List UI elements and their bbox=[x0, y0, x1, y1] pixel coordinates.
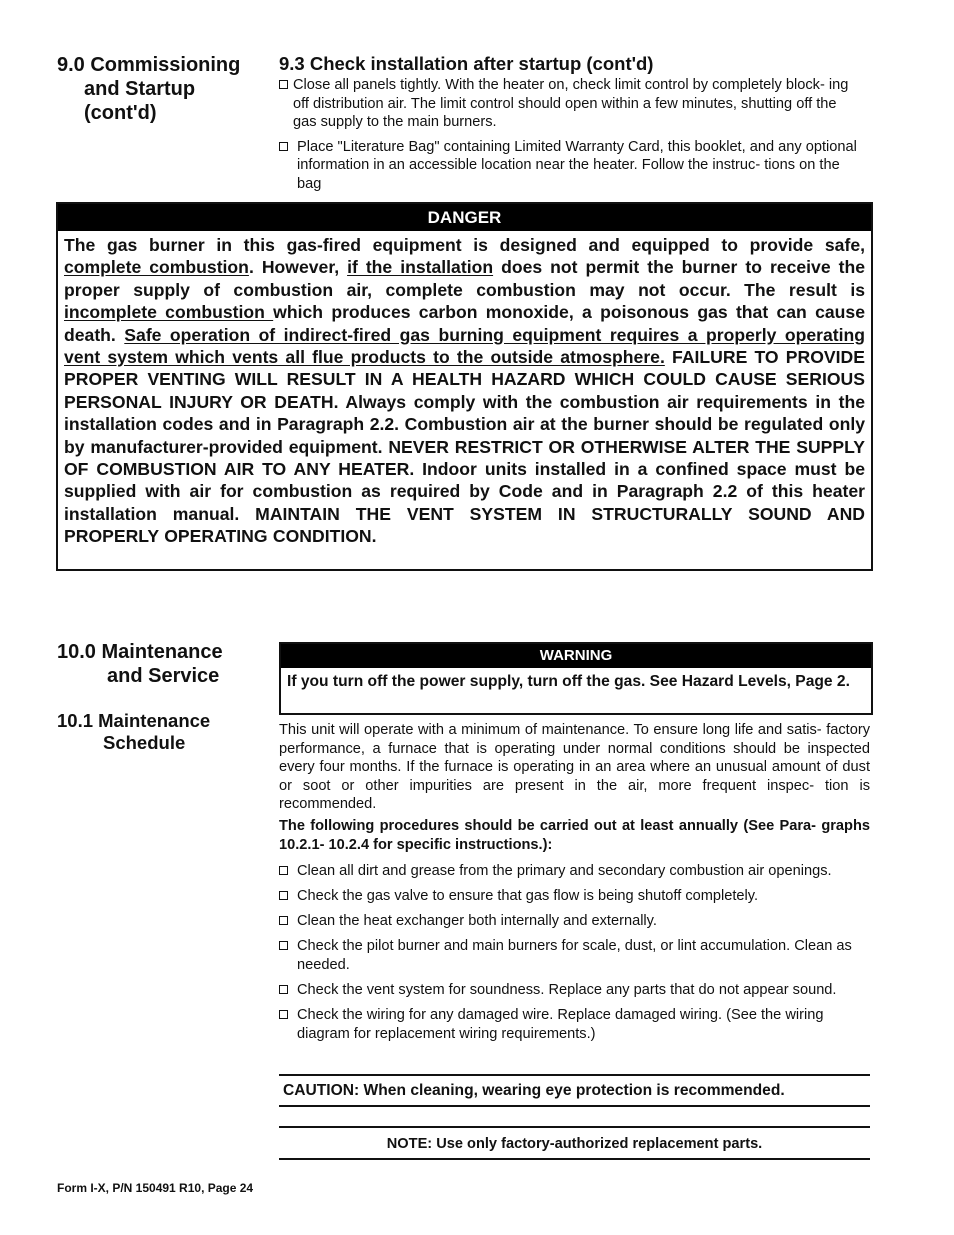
section-9-heading-line-1: 9.0 Commissioning bbox=[57, 54, 241, 76]
checklist-item-text: Clean all dirt and grease from the primary and secondary combustion air openings. bbox=[297, 863, 832, 879]
checkbox-icon bbox=[279, 916, 288, 925]
checklist-item bbox=[279, 981, 870, 1000]
danger-emphasis: if the installation bbox=[347, 257, 494, 278]
maintenance-checklist bbox=[279, 862, 870, 1050]
checklist-item-text: Clean the heat exchanger both internally and externally. bbox=[297, 913, 657, 930]
danger-text-run: The gas burner in this gas-fired equipment is designed and equipped to provide safe, bbox=[64, 235, 865, 255]
checkbox-icon bbox=[279, 985, 288, 994]
checklist-item-text: Check the pilot burner and main burners for scale, dust, or lint accumulation. Clean as needed. bbox=[297, 938, 852, 973]
checklist-item bbox=[279, 1006, 870, 1043]
warning-label: WARNING bbox=[281, 644, 871, 668]
checkbox-icon bbox=[279, 80, 288, 89]
checklist-item-text: Check the wiring for any damaged wire. Replace damaged wiring. (See the wiring diagram for replacement wiring requirements.) bbox=[297, 1007, 824, 1042]
caution-box bbox=[279, 1074, 870, 1107]
section-9-3-title: 9.3 Check installation after startup (cont'd) bbox=[279, 53, 654, 74]
section-10-1-heading-line-1: 10.1 Maintenance bbox=[57, 710, 211, 731]
maintenance-intro: This unit will operate with a minimum of maintenance. To ensure long life and satis- factory performance, a furnace that is operating under normal conditions should be inspected every four months. If the furnace is operating in an area where an unusual amount of dust or soot or other impurities are present in the air, more frequent inspec- tion is recommended. bbox=[279, 722, 870, 813]
page-footer: Form I-X, P/N 150491 R10, Page 24 bbox=[57, 1181, 254, 1195]
section-9-heading-line-3: (cont'd) bbox=[84, 102, 157, 124]
annual-procedures-note: The following procedures should be carried out at least annually (See Para- graphs 10.2.1- 10.2.4 for specific instructions.): bbox=[279, 818, 870, 853]
checklist-item bbox=[279, 138, 863, 194]
checklist-item bbox=[279, 862, 870, 881]
warning-text: If you turn off the power supply, turn off the gas. See Hazard Levels, Page 2. bbox=[287, 673, 850, 690]
danger-text bbox=[58, 231, 871, 548]
checkbox-icon bbox=[279, 891, 288, 900]
checklist-item-text: Close all panels tightly. With the heater on, check limit control by completely block- ing off distribution air. The limit control should open within a few minutes, shutting off the gas supply to the main burners. bbox=[293, 77, 849, 131]
danger-label: DANGER bbox=[58, 204, 871, 231]
note-box bbox=[279, 1126, 870, 1160]
danger-emphasis: complete combustion bbox=[64, 257, 249, 278]
checklist-item bbox=[279, 76, 863, 132]
danger-emphasis: Safe operation of indirect-fired gas burning equipment requires a properly operating vent system which vents all flue products to the outside atmosphere. bbox=[64, 324, 866, 368]
checklist-item bbox=[279, 937, 870, 974]
danger-text-run: . However, bbox=[248, 257, 348, 278]
checklist-item bbox=[279, 887, 870, 906]
checkbox-icon bbox=[279, 1010, 288, 1019]
caution-text: CAUTION: When cleaning, wearing eye protection is recommended. bbox=[283, 1082, 785, 1099]
section-10-heading-line-2: and Service bbox=[107, 665, 220, 687]
section-10-1-heading bbox=[57, 710, 272, 754]
checklist-item-text: Check the gas valve to ensure that gas flow is being shutoff completely. bbox=[297, 888, 759, 905]
checkbox-icon bbox=[279, 142, 288, 151]
checkbox-icon bbox=[279, 941, 288, 950]
danger-text-run: FAILURE TO PROVIDE PROPER VENTING WILL RESULT IN A HEALTH HAZARD WHICH COULD CAUSE SERIOUS PERSONAL INJURY OR DEATH. Always comply with the combustion air requirements in the installation codes and in Paragraph 2.2. Combustion air at the burner should be regulated only by manufacturer-provided equipment. NEVER RESTRICT OR OTHERWISE ALTER THE SUPPLY OF COMBUSTION AIR TO ANY HEATER. Indoor units installed in a confined space must be supplied with air for combustion as required by Code and in Paragraph 2.2 of this heater installation manual. MAINTAIN THE VENT SYSTEM IN STRUCTURALLY SOUND AND PROPERLY OPERATING CONDITION. bbox=[64, 347, 865, 547]
danger-text-run: which produces carbon monoxide, a poisonous gas that can cause death. bbox=[64, 302, 865, 345]
note-text: NOTE: Use only factory-authorized replacement parts. bbox=[386, 1136, 763, 1152]
section-10-1-heading-line-2: Schedule bbox=[103, 732, 186, 753]
warning-box bbox=[279, 642, 873, 715]
section-9-heading-line-2: and Startup bbox=[84, 78, 196, 100]
checklist-item bbox=[279, 912, 870, 931]
danger-emphasis: incomplete combustion bbox=[64, 302, 274, 323]
section-10-heading bbox=[57, 640, 272, 688]
checklist-item-text: Check the vent system for soundness. Replace any parts that do not appear sound. bbox=[297, 981, 837, 998]
section-9-heading bbox=[57, 53, 272, 125]
section-9-3-list bbox=[279, 76, 863, 200]
danger-box bbox=[56, 202, 873, 571]
danger-text-run: does not permit the burner to receive the proper supply of combustion air, complete combustion may not occur. The result is bbox=[64, 257, 865, 300]
section-10-heading-line-1: 10.0 Maintenance bbox=[57, 641, 223, 663]
checkbox-icon bbox=[279, 866, 288, 875]
checklist-item-text: Place "Literature Bag" containing Limited Warranty Card, this booklet, and any optional information in an accessible location near the heater. Follow the instruc- tions on the bag bbox=[297, 138, 857, 192]
